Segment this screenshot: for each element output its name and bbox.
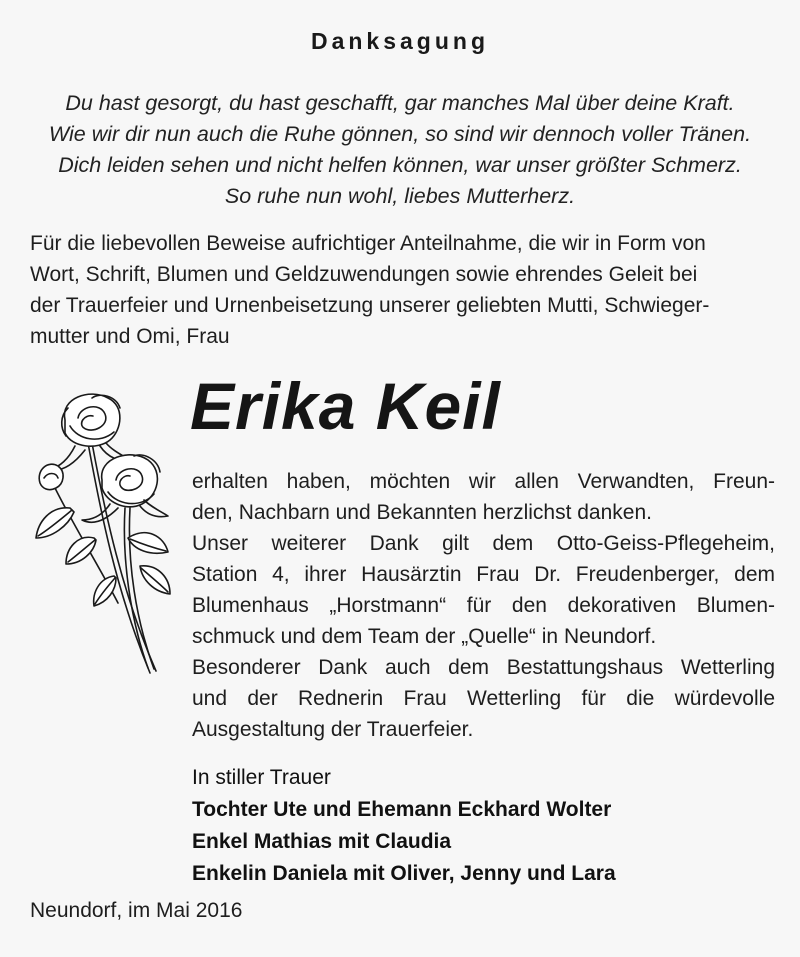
thanks-line: erhalten haben, möchten wir allen Verwandten, Freun- [192, 470, 775, 493]
thanks-line: Ausgestaltung der Trauerfeier. [192, 718, 474, 741]
intro-line: der Trauerfeier und Urnenbeisetzung unserer geliebten Mutti, Schwieger- [30, 294, 710, 317]
thanks-line: Besonderer Dank auch dem Bestattungshaus Wetterling [192, 656, 775, 679]
thanks-line: Station 4, ihrer Hausärztin Frau Dr. Freudenberger, dem [192, 563, 775, 586]
poem-line: So ruhe nun wohl, liebes Mutterherz. [224, 184, 576, 208]
mourner-line: Enkelin Daniela mit Oliver, Jenny und Lara [192, 862, 616, 885]
poem-line: Wie wir dir nun auch die Ruhe gönnen, so sind wir dennoch voller Tränen. [48, 122, 752, 146]
page-heading: Danksagung [310, 28, 490, 54]
intro-paragraph [30, 228, 775, 352]
mourner-line: Tochter Ute und Ehemann Eckhard Wolter [192, 798, 612, 821]
deceased-name: Erika Keil [190, 369, 501, 443]
intro-line: Für die liebevollen Beweise aufrichtiger Anteilnahme, die wir in Form von [30, 232, 706, 255]
roses-icon [30, 388, 180, 683]
thanks-line: und der Rednerin Frau Wetterling für die würdevolle [192, 687, 775, 710]
intro-line: mutter und Omi, Frau [30, 325, 230, 348]
poem-line: Du hast gesorgt, du hast geschafft, gar manches Mal über deine Kraft. [65, 91, 735, 115]
thanks-line: Unser weiterer Dank gilt dem Otto-Geiss-Pflegeheim, [192, 532, 775, 555]
thanks-paragraph [192, 466, 775, 745]
place-date: Neundorf, im Mai 2016 [30, 899, 243, 922]
poem [20, 88, 780, 212]
intro-line: Wort, Schrift, Blumen und Geldzuwendungen sowie ehrendes Geleit bei [30, 263, 698, 286]
thanks-line: Blumenhaus „Horstmann“ für den dekorativen Blumen- [192, 594, 775, 617]
thanks-line: schmuck und dem Team der „Quelle“ in Neundorf. [192, 625, 657, 648]
poem-line: Dich leiden sehen und nicht helfen können, war unser größter Schmerz. [58, 153, 742, 177]
mourning-intro: In stiller Trauer [192, 766, 331, 789]
signature-block [192, 762, 616, 890]
mourner-line: Enkel Mathias mit Claudia [192, 830, 452, 853]
thanks-line: den, Nachbarn und Bekannten herzlichst danken. [192, 501, 652, 524]
